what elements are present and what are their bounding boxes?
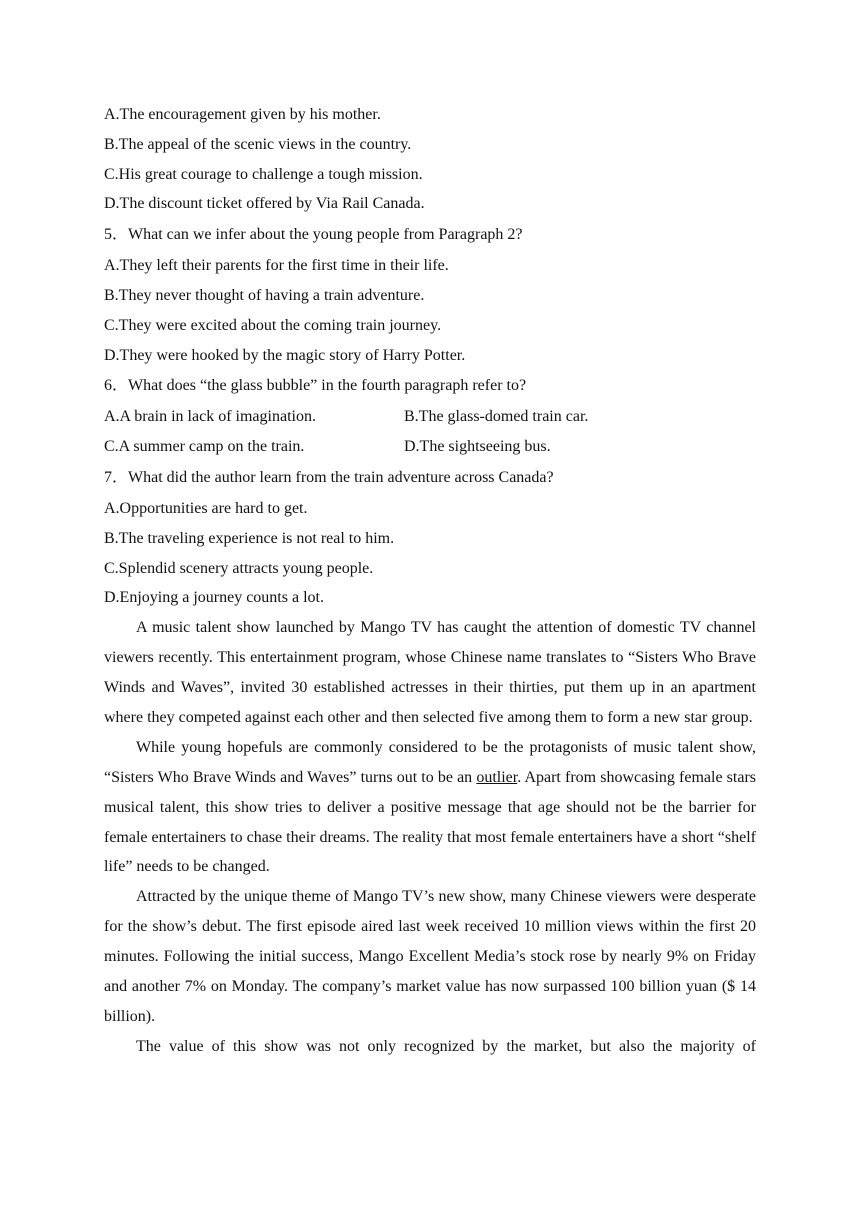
q5-option-a: A.They left their parents for the first time in their life. — [104, 257, 449, 275]
q6-option-b: B.The glass-domed train car. — [404, 408, 589, 426]
question-4-options — [104, 100, 756, 219]
q6-option-a: A.A brain in lack of imagination. — [104, 408, 316, 426]
reading-passage — [104, 613, 756, 1062]
q6-option-d: D.The sightseeing bus. — [404, 438, 551, 456]
question-7 — [104, 462, 756, 613]
passage-paragraph-4: The value of this show was not only recognized by the market, but also the majority of — [136, 1037, 756, 1055]
q7-option-b: B.The traveling experience is not real to him. — [104, 529, 395, 547]
q6-options-row-1 — [104, 402, 756, 432]
q5-option-b: B.They never thought of having a train adventure. — [104, 286, 425, 304]
exam-content — [104, 100, 756, 1062]
p2-text-before: While young hopefuls are commonly considered to be the protagonists of music talent show, “Sisters Who Brave Winds and Waves” turns out to be an — [104, 738, 756, 786]
q4-option-c: C.His great courage to challenge a tough mission. — [104, 165, 423, 183]
q7-option-a: A.Opportunities are hard to get. — [104, 499, 308, 517]
passage-paragraph-1: A music talent show launched by Mango TV has caught the attention of domestic TV channel viewers recently. This entertainment program, whose Chinese name translates to “Sisters Who Brave Winds and Waves”, invited 30 established actresses in their thirties, put them up in an apartment where they competed against each other and then selected five among them to form a new star group. — [104, 619, 756, 726]
passage-paragraph-2 — [104, 733, 756, 883]
underlined-word-outlier: outlier — [476, 768, 518, 786]
q7-stem: 7．What did the author learn from the train adventure across Canada? — [104, 468, 554, 486]
passage-paragraph-3: Attracted by the unique theme of Mango TV’s new show, many Chinese viewers were desperate for the show’s debut. The first episode aired last week received 10 million views within the first 20 minutes. Following the initial success, Mango Excellent Media’s stock rose by nearly 9% on Friday and another 7% on Monday. The company’s market value has now surpassed 100 billion yuan ($ 14 billion). — [104, 888, 756, 1025]
q6-options-row-2 — [104, 432, 756, 462]
question-6 — [104, 370, 756, 462]
question-5 — [104, 219, 756, 370]
q4-option-a: A.The encouragement given by his mother. — [104, 106, 381, 123]
p2-text-after: . Apart from showcasing female stars musical talent, this show tries to deliver a positive message that age should not be the barrier for female entertainers to chase their dreams. The reality that most female entertainers have a short “shelf life” needs to be changed. — [104, 768, 757, 876]
q7-option-c: C.Splendid scenery attracts young people. — [104, 559, 374, 577]
q4-option-b: B.The appeal of the scenic views in the country. — [104, 135, 412, 153]
q6-stem: 6．What does “the glass bubble” in the fourth paragraph refer to? — [104, 377, 527, 395]
q4-option-d: D.The discount ticket offered by Via Rail Canada. — [104, 195, 425, 213]
q5-stem: 5．What can we infer about the young people from Paragraph 2? — [104, 226, 523, 244]
q5-option-c: C.They were excited about the coming train journey. — [104, 316, 442, 334]
q6-option-c: C.A summer camp on the train. — [104, 438, 305, 456]
q7-option-d: D.Enjoying a journey counts a lot. — [104, 589, 324, 607]
q5-option-d: D.They were hooked by the magic story of Harry Potter. — [104, 346, 466, 364]
